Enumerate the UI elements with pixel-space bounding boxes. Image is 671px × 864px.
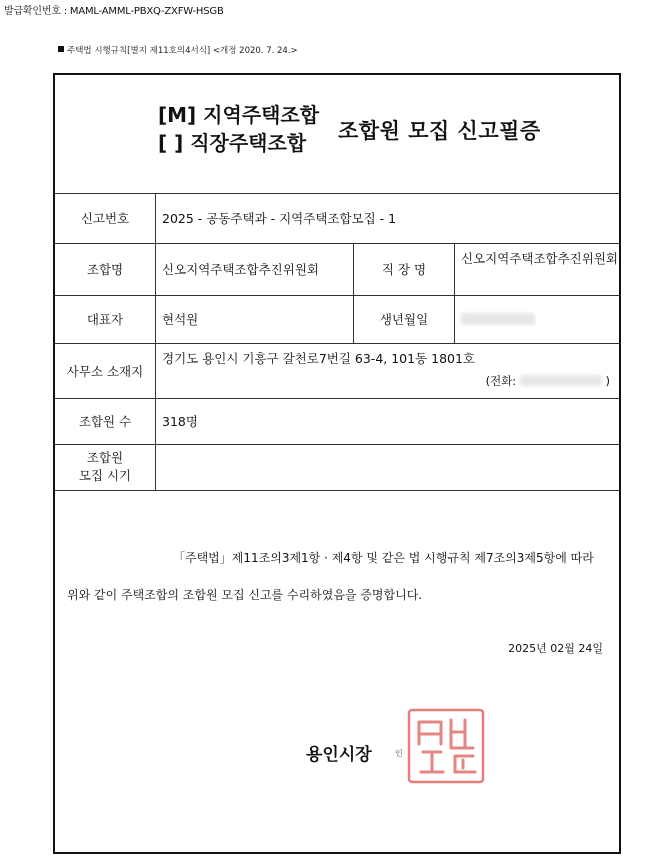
union-name-value: 신오지역주택조합추진위원회 xyxy=(156,243,354,295)
union-name-label: 조합명 xyxy=(55,243,156,295)
office-phone xyxy=(486,373,610,389)
birth-date-label: 생년월일 xyxy=(354,295,455,343)
recruit-period-value xyxy=(156,444,616,490)
workplace-value: 신오지역주택조합추진위원회 xyxy=(461,251,618,266)
phone-open: (전화: xyxy=(485,374,517,388)
document-header xyxy=(55,75,619,194)
document-title: 조합원 모집 신고필증 xyxy=(338,119,541,143)
report-no-label: 신고번호 xyxy=(55,193,156,243)
report-no-value: 2025 - 공동주택과 - 지역주택조합모집 - 1 xyxy=(162,211,397,226)
square-bullet-icon xyxy=(58,46,64,52)
union-type-options xyxy=(158,101,319,157)
row-representative xyxy=(55,295,619,344)
issuer-name: 용인시장 xyxy=(306,745,372,765)
redacted-phone xyxy=(520,375,602,386)
issue-date: 2025년 02월 24일 xyxy=(508,642,603,655)
row-office xyxy=(55,343,619,399)
issue-confirmation-number xyxy=(4,2,224,17)
certificate-document xyxy=(53,73,621,854)
row-union-name xyxy=(55,243,619,296)
representative-label: 대표자 xyxy=(55,295,156,343)
certification-line-1: 「주택법」제11조의3제1항 · 제4항 및 같은 법 시행규칙 제7조의3제5항에 따라 xyxy=(173,551,594,565)
workplace-label: 직 장 명 xyxy=(354,243,455,295)
recruit-period-label: 조합원 모집 시기 xyxy=(55,444,156,490)
office-address: 경기도 용인시 기흥구 갈천로7번길 63-4, 101동 1801호 xyxy=(162,351,476,366)
phone-close: ) xyxy=(605,374,610,388)
option-workplace xyxy=(158,129,319,157)
redacted-birth-date xyxy=(461,313,535,325)
seal-mark: 인 xyxy=(395,749,403,758)
representative-value: 현석원 xyxy=(156,295,354,343)
row-report-no xyxy=(55,193,619,244)
office-value xyxy=(156,343,616,398)
checkbox-empty-icon: [ ] xyxy=(158,131,184,155)
form-note-text: 주택법 시행규칙[별지 제11호의4서식] <개정 2020. 7. 24.> xyxy=(67,46,298,56)
members-label: 조합원 수 xyxy=(55,398,156,444)
row-recruit-period xyxy=(55,444,619,491)
birth-date-value xyxy=(455,295,621,343)
option-regional xyxy=(158,101,319,129)
official-seal-icon xyxy=(407,708,485,784)
issue-code: MAML-AMML-PBXQ-ZXFW-HSGB xyxy=(69,6,224,17)
option-regional-label: 지역주택조합 xyxy=(203,103,320,127)
row-members xyxy=(55,398,619,445)
certification-line-2: 위와 같이 주택조합의 조합원 모집 신고를 수리하였음을 증명합니다. xyxy=(67,588,423,602)
issue-label: 발급확인번호 : xyxy=(4,6,67,17)
form-note xyxy=(58,44,298,56)
office-label: 사무소 소재지 xyxy=(55,343,156,398)
members-value: 318명 xyxy=(162,414,198,429)
option-workplace-label: 직장주택조합 xyxy=(190,131,307,155)
checkbox-checked-icon: [M] xyxy=(158,103,197,127)
certification-section xyxy=(55,490,619,856)
